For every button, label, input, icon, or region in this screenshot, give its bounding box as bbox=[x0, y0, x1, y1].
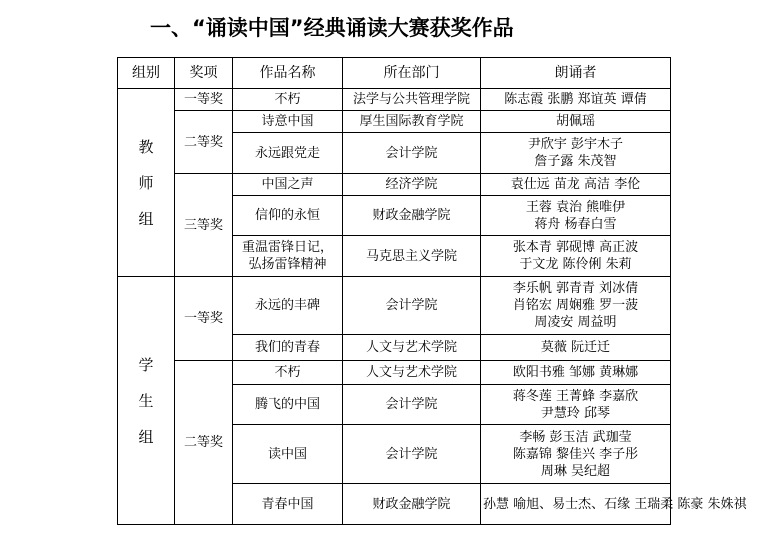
award-cell: 三等奖 bbox=[175, 174, 233, 277]
dept-cell: 会计学院 bbox=[343, 277, 481, 335]
work-cell: 重温雷锋日记， 弘扬雷锋精神 bbox=[233, 236, 343, 277]
dept-cell: 人文与艺术学院 bbox=[343, 335, 481, 361]
readers-cell: 莫薇 阮迁迁 bbox=[481, 335, 671, 361]
table-row bbox=[118, 277, 671, 335]
dept-cell: 法学与公共管理学院 bbox=[343, 89, 481, 111]
readers-cell: 李乐帆 郭青青 刘冰倩 肖铭宏 周娴雅 罗一菠 周凌安 周益明 bbox=[481, 277, 671, 335]
table-header-row bbox=[118, 58, 671, 89]
header-dept: 所在部门 bbox=[343, 58, 481, 89]
dept-cell: 财政金融学院 bbox=[343, 196, 481, 236]
dept-cell: 会计学院 bbox=[343, 133, 481, 174]
award-cell: 一等奖 bbox=[175, 89, 233, 111]
dept-cell: 会计学院 bbox=[343, 425, 481, 484]
readers-cell: 李畅 彭玉洁 武珈莹 陈嘉锦 黎佳兴 李子彤 周琳 吴纪超 bbox=[481, 425, 671, 484]
group-student-char: 学 bbox=[138, 355, 154, 374]
awards-table bbox=[117, 57, 747, 525]
readers-cell: 王蓉 袁治 熊唯伊 蒋舟 杨春白雪 bbox=[481, 196, 671, 236]
header-work: 作品名称 bbox=[233, 58, 343, 89]
work-cell: 诗意中国 bbox=[233, 111, 343, 133]
work-cell: 永远跟党走 bbox=[233, 133, 343, 174]
award-cell: 一等奖 bbox=[175, 277, 233, 361]
group-student bbox=[118, 277, 175, 525]
table-row bbox=[118, 111, 671, 133]
group-student-char: 组 bbox=[138, 427, 154, 446]
group-teacher-char: 组 bbox=[138, 209, 154, 228]
work-cell: 永远的丰碑 bbox=[233, 277, 343, 335]
work-cell: 读中国 bbox=[233, 425, 343, 484]
readers-cell: 尹欣宇 彭宇木子 詹子露 朱茂智 bbox=[481, 133, 671, 174]
dept-cell: 马克思主义学院 bbox=[343, 236, 481, 277]
group-student-char: 生 bbox=[138, 391, 154, 410]
award-cell: 二等奖 bbox=[175, 111, 233, 174]
header-group: 组别 bbox=[118, 58, 175, 89]
header-award: 奖项 bbox=[175, 58, 233, 89]
work-cell: 不朽 bbox=[233, 361, 343, 385]
work-cell: 中国之声 bbox=[233, 174, 343, 196]
group-teacher-char: 教 bbox=[138, 137, 154, 156]
readers-cell: 蒋冬莲 王菁蜂 李嘉欣 尹慧玲 邱琴 bbox=[481, 385, 671, 425]
group-teacher-char: 师 bbox=[138, 173, 154, 192]
work-cell: 信仰的永恒 bbox=[233, 196, 343, 236]
table-row bbox=[118, 89, 671, 111]
dept-cell: 财政金融学院 bbox=[343, 484, 481, 525]
dept-cell: 厚生国际教育学院 bbox=[343, 111, 481, 133]
work-cell: 青春中国 bbox=[233, 484, 343, 525]
readers-cell: 孙慧 喻旭、易士杰、石缘 王瑞柔 陈豪 朱姝祺 bbox=[481, 484, 671, 525]
readers-cell: 张本青 郭砚博 高正波 于文龙 陈伶俐 朱莉 bbox=[481, 236, 671, 277]
page-title: 一、“诵读中国”经典诵读大赛获奖作品 bbox=[150, 16, 514, 40]
dept-cell: 人文与艺术学院 bbox=[343, 361, 481, 385]
table-row bbox=[118, 361, 671, 385]
readers-cell: 陈志霞 张鹏 郑谊英 谭倩 bbox=[481, 89, 671, 111]
readers-cell: 胡佩瑶 bbox=[481, 111, 671, 133]
readers-cell: 袁仕远 苗龙 高洁 李伦 bbox=[481, 174, 671, 196]
work-cell: 不朽 bbox=[233, 89, 343, 111]
work-cell: 我们的青春 bbox=[233, 335, 343, 361]
readers-cell: 欧阳书雅 邹娜 黄琳娜 bbox=[481, 361, 671, 385]
table-row bbox=[118, 174, 671, 196]
group-teacher bbox=[118, 89, 175, 277]
award-cell: 二等奖 bbox=[175, 361, 233, 525]
dept-cell: 会计学院 bbox=[343, 385, 481, 425]
work-cell: 腾飞的中国 bbox=[233, 385, 343, 425]
header-readers: 朗诵者 bbox=[481, 58, 671, 89]
dept-cell: 经济学院 bbox=[343, 174, 481, 196]
